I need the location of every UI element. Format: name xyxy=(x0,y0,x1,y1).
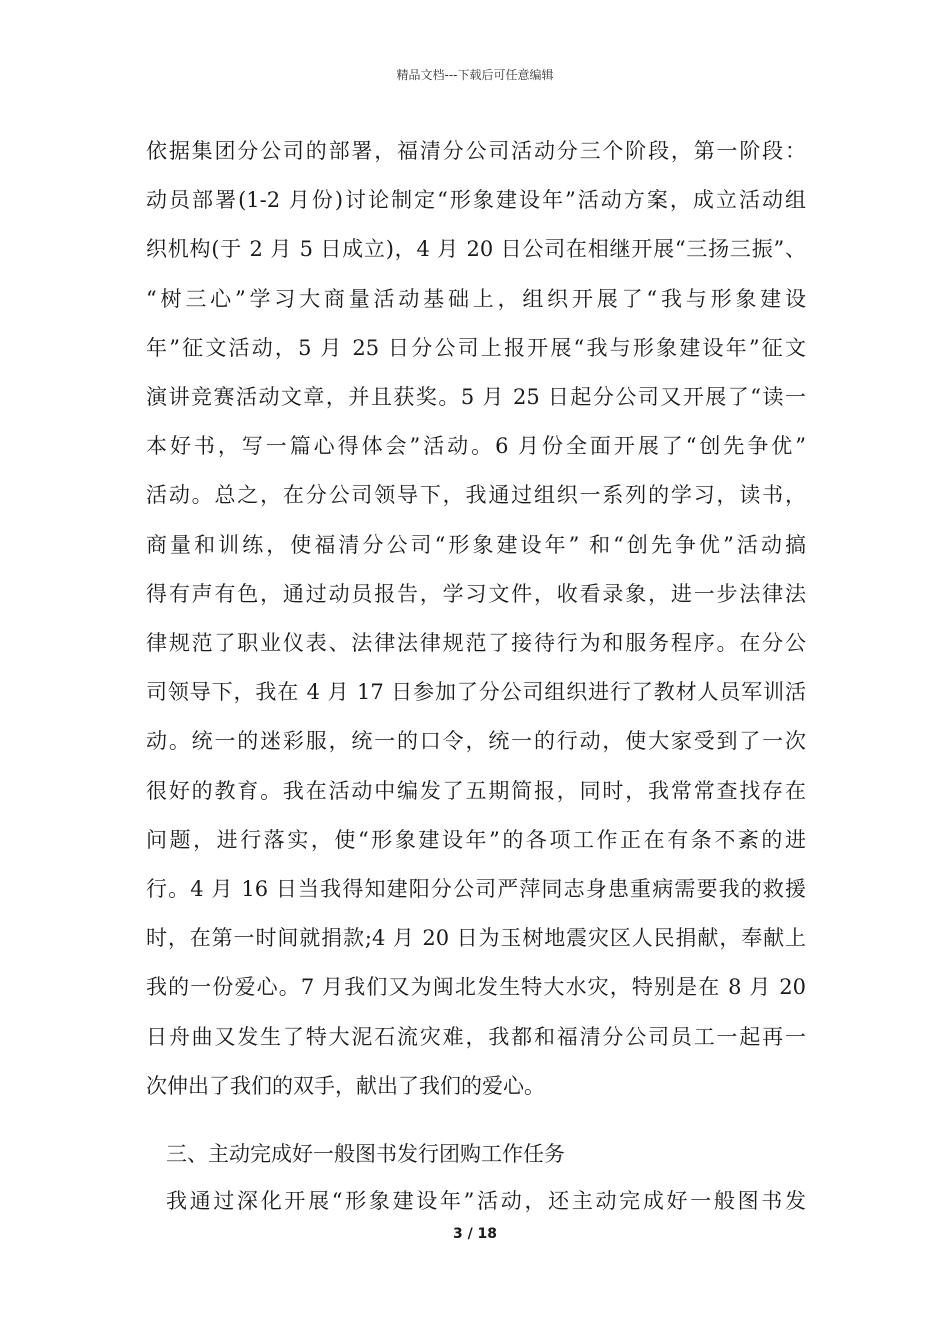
paragraph-line: 年”征文活动，5 月 25 日分公司上报开展“我与形象建设年”征文 xyxy=(146,336,806,360)
paragraph-line: 日舟曲又发生了特大泥石流灾难，我都和福清分公司员工一起再一 xyxy=(146,1025,806,1049)
paragraph-line: 织机构(于 2 月 5 日成立)，4 月 20 日公司在相继开展“三扬三振”、 xyxy=(146,237,806,261)
paragraph-line: 得有声有色，通过动员报告，学习文件，收看录象，进一步法律法 xyxy=(146,582,806,606)
paragraph-line: 我的一份爱心。7 月我们又为闽北发生特大水灾，特别是在 8 月 20 xyxy=(146,975,806,999)
paragraph-line: 本好书，写一篇心得体会”活动。6 月份全面开展了“创先争优” xyxy=(146,434,806,458)
paragraph-line: 活动。总之，在分公司领导下，我通过组织一系列的学习，读书， xyxy=(146,483,806,507)
paragraph-line: 我通过深化开展“形象建设年”活动，还主动完成好一般图书发 xyxy=(166,1189,806,1213)
page-header: 精品文档---下载后可任意编辑 xyxy=(396,68,554,82)
paragraph-line: 商量和训练，使福清分公司“形象建设年” 和“创先争优”活动搞 xyxy=(146,533,806,557)
paragraph-line: 动。统一的迷彩服，统一的口令，统一的行动，使大家受到了一次 xyxy=(146,729,806,753)
paragraph-line: 行。4 月 16 日当我得知建阳分公司严萍同志身患重病需要我的救援 xyxy=(146,877,806,901)
paragraph-line: 问题，进行落实，使“形象建设年”的各项工作正在有条不紊的进 xyxy=(146,828,806,852)
paragraph-line: 很好的教育。我在活动中编发了五期简报，同时，我常常查找存在 xyxy=(146,779,806,803)
page-number: 3 / 18 xyxy=(452,1226,498,1242)
paragraph-line: 依据集团分公司的部署，福清分公司活动分三个阶段，第一阶段： xyxy=(146,139,806,163)
paragraph-line: 律规范了职业仪表、法律法律规范了接待行为和服务程序。在分公 xyxy=(146,631,806,655)
paragraph-line: 演讲竞赛活动文章，并且获奖。5 月 25 日起分公司又开展了“读一 xyxy=(146,385,806,409)
section-heading: 三、主动完成好一般图书发行团购工作任务 xyxy=(166,1142,565,1166)
paragraph-line: 司领导下，我在 4 月 17 日参加了分公司组织进行了教材人员军训活 xyxy=(146,680,806,704)
paragraph-line: “树三心”学习大商量活动基础上，组织开展了“我与形象建设 xyxy=(146,287,806,311)
paragraph-line: 时，在第一时间就捐款;4 月 20 日为玉树地震灾区人民捐献，奉献上 xyxy=(146,926,806,950)
paragraph-line: 动员部署(1-2 月份)讨论制定“形象建设年”活动方案，成立活动组 xyxy=(146,188,806,212)
paragraph-line: 次伸出了我们的双手，献出了我们的爱心。 xyxy=(146,1074,545,1098)
